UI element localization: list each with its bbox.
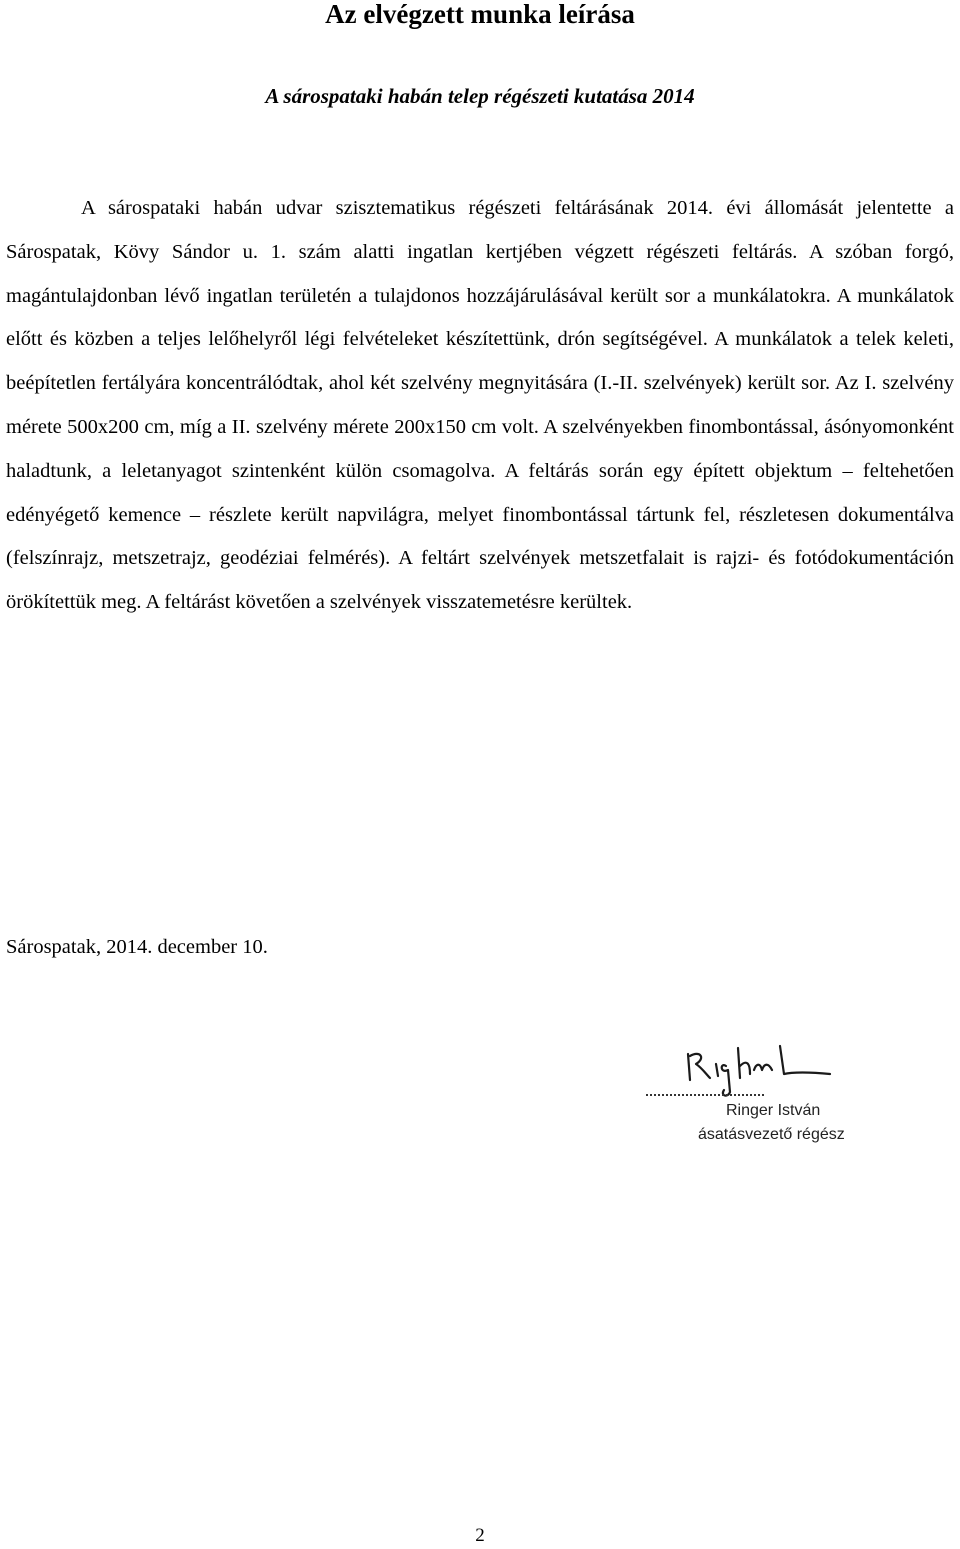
signature-block — [640, 1040, 880, 1150]
signature-dotted-line — [646, 1094, 764, 1096]
handwritten-signature-icon — [680, 1040, 850, 1100]
signer-name: Ringer István — [726, 1102, 821, 1119]
page-number: 2 — [475, 1525, 485, 1546]
place-and-date: Sárospatak, 2014. december 10. — [6, 936, 268, 958]
signer-role: ásatásvezető régész — [698, 1126, 845, 1143]
body-paragraph: A sárospataki habán udvar szisztematikus régészeti feltárásának 2014. évi állomását jelentette a Sárospatak, Kövy Sándor u. 1. szám alatti ingatlan kertjében végzett régészeti feltárás. A szóban forgó, magántulajdonban lévő ingatlan területén a tulajdonos hozzájárulásával került sor a munkálatokra. A munkálatok előtt és közben a teljes lelőhelyről légi felvételeket készítettünk, drón segítségével. A munkálatok a telek keleti, beépítetlen fertályára koncentrálódtak, ahol két szelvény megnyitására (I.-II. szelvények) került sor. Az I. szelvény mérete 500x200 cm, míg a II. szelvény mérete 200x150 cm volt. A szelvényekben finombontással, ásónyomonként haladtunk, a leletanyagot szintenként külön csomagolva. A feltárás során egy épített objektum – feltehetően edényégető kemence – részlete került napvilágra, melyet finombontással tártunk fel, részletesen dokumentálva (felszínrajz, metszetrajz, geodéziai felmérés). A feltárt szelvények metszetfalait is rajzi- és fotódokumentáción örökítettük meg. A feltárást követően a szelvények visszatemetésre kerültek. — [6, 197, 954, 614]
document-title: Az elvégzett munka leírása — [325, 0, 635, 29]
document-subtitle: A sárospataki habán telep régészeti kutatása 2014 — [265, 84, 695, 108]
